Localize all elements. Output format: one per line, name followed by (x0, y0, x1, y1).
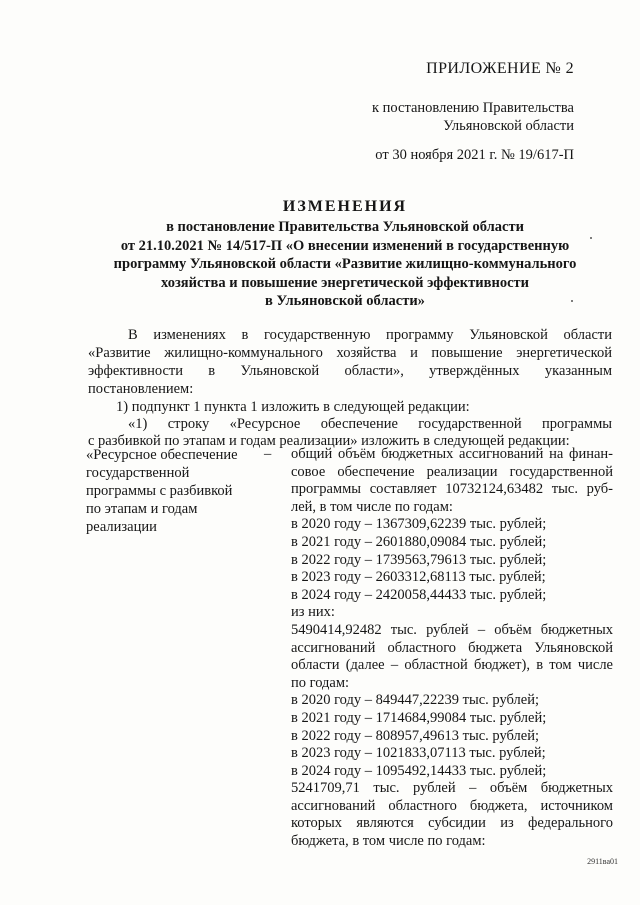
right-cell-line: в 2024 году – 2420058,44433 тыс. рублей; (291, 586, 547, 603)
left-cell-line: реализации (86, 519, 157, 535)
right-cell-line: из них: (291, 604, 335, 621)
right-cell-line: в 2020 году – 849447,22239 тыс. рублей; (291, 692, 540, 709)
heading-line: в постановление Правительства Ульяновской области (166, 219, 524, 235)
right-cell-line: ассигнований областного бюджета Ульяновской (291, 639, 613, 656)
subitem-2-line-2: с разбивкой по этапам и годам реализации» изложить в следующей редакции: (88, 433, 570, 449)
right-cell-line: 5490414,92482 тыс. рублей – объём бюджетных (291, 621, 613, 638)
right-cell-line: общий объём бюджетных ассигнований на финан- (291, 446, 613, 462)
right-cell-line: в 2023 году – 1021833,07113 тыс. рублей; (291, 745, 546, 762)
heading-line: от 21.10.2021 № 14/517-П «О внесении изменений в государственную (120, 237, 570, 254)
right-cell-line: 5241709,71 тыс. рублей – объём бюджетных (291, 780, 613, 797)
table-right-cell (291, 446, 613, 851)
intro-line: «Развитие жилищно-коммунального хозяйства и повышение энергетической (88, 345, 612, 361)
table-left-cell (86, 446, 238, 536)
heading-block (60, 196, 630, 311)
left-cell-line: «Ресурсное обеспечение (86, 447, 238, 463)
subitem-2-line-1: «1) строку «Ресурсное обеспечение государственной программы (128, 416, 612, 432)
right-cell-line: в 2023 году – 2603312,68113 тыс. рублей; (291, 569, 546, 586)
right-cell-line: программы составляет 10732124,63482 тыс. руб- (291, 481, 613, 498)
scan-speck (590, 237, 592, 239)
intro-line: эффективности в Ульяновской области», утверждённых указанным (88, 363, 612, 379)
left-cell-line: государственной (86, 465, 190, 481)
appendix-line-1: к постановлению Правительства (372, 100, 574, 116)
intro-line: В изменениях в государственную программу Ульяновской области (128, 327, 612, 343)
right-cell-line: совое обеспечение реализации государственной (291, 463, 613, 480)
appendix-line-2: Ульяновской области (443, 118, 574, 134)
right-cell-line: области (далее – областной бюджет), в том числе (291, 657, 613, 674)
right-cell-line: лей, в том числе по годам: (291, 498, 453, 515)
left-cell-line: программы с разбивкой (86, 483, 233, 499)
intro-line: постановлением: (88, 381, 194, 397)
right-cell-line: бюджета, в том числе по годам: (291, 833, 486, 850)
right-cell-line: в 2020 году – 1367309,62239 тыс. рублей; (291, 516, 547, 533)
heading-line: в Ульяновской области» (265, 293, 425, 310)
scan-speck (571, 300, 573, 302)
right-cell-line: в 2021 году – 2601880,09084 тыс. рублей; (291, 533, 547, 550)
right-cell-line: которых являются субсидии из федерального (291, 815, 613, 832)
left-cell-line: по этапам и годам (86, 501, 198, 517)
right-cell-line: по годам: (291, 674, 350, 691)
heading-title: ИЗМЕНЕНИЯ (282, 198, 408, 215)
heading-line: хозяйства и повышение энергетической эффективности (161, 274, 529, 291)
right-cell-line: в 2021 году – 1714684,99084 тыс. рублей; (291, 709, 547, 726)
appendix-date: от 30 ноября 2021 г. № 19/617-П (375, 147, 574, 163)
right-cell-line: в 2024 году – 1095492,14433 тыс. рублей; (291, 762, 547, 779)
right-cell-line: в 2022 году – 1739563,79613 тыс. рублей; (291, 551, 547, 568)
subitem-1: 1) подпункт 1 пункта 1 изложить в следующей редакции: (116, 399, 470, 415)
heading-line: программу Ульяновской области «Развитие жилищно-коммунального (113, 256, 577, 273)
right-cell-line: в 2022 году – 808957,49613 тыс. рублей; (291, 727, 540, 744)
appendix-title: ПРИЛОЖЕНИЕ № 2 (426, 60, 574, 77)
document-stamp: 2911ва01 (587, 857, 618, 866)
table-dash: – (264, 446, 272, 462)
right-cell-line: ассигнований областного бюджета, источником (291, 797, 613, 814)
